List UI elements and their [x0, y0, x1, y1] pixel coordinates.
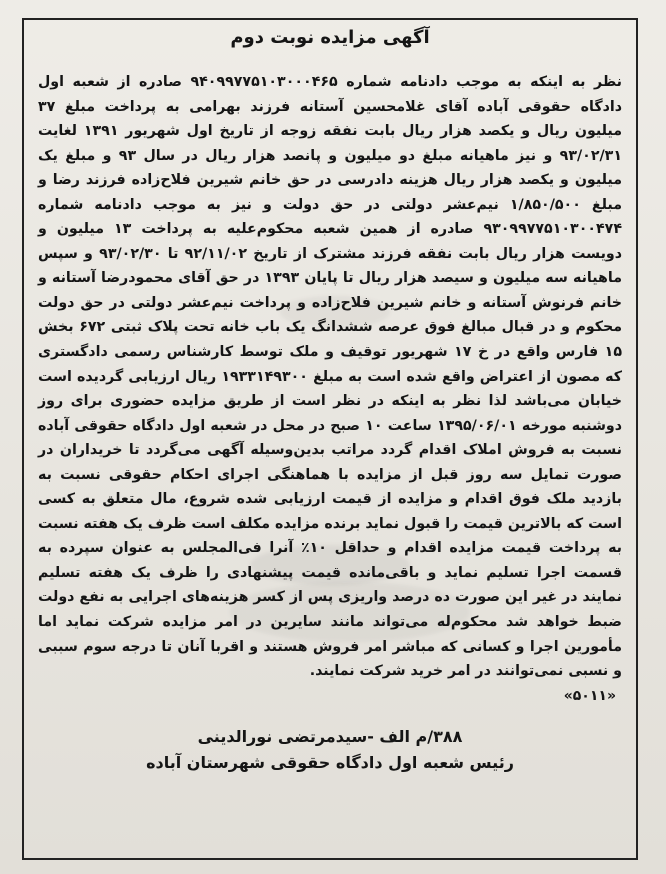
notice-code: «۵۰۱۱»	[563, 687, 616, 704]
auction-notice	[34, 24, 626, 844]
notice-body: نظر به اینکه به موجب دادنامه شماره ۹۴۰۹۹۷۷۵۱۰۳۰۰۰۴۶۵ صادره از شعبه اول دادگاه حقوقی آباده آقای غلامحسین آستانه فرزند بهرامی به پرداخت مبلغ ۳۷ میلیون ریال و یکصد هزار ریال بابت نفقه زوجه از تاریخ اول شهریور ۱۳۹۱ لغایت ۹۳/۰۲/۳۱ و نیز ماهیانه مبلغ دو میلیون و پانصد هزار ریال در سال ۹۳ و مبلغ یک میلیون و یکصد هزار ریال هزینه دادرسی در حق خانم شیرین فلاح‌زاده فرزند رضا و مبلغ ۱/۸۵۰/۵۰۰ نیم‌عشر دولتی در حق دولت و نیز به موجب دادنامه شماره ۹۳۰۹۹۷۷۵۱۰۳۰۰۴۷۴ صادره از همین شعبه محکوم‌علیه به پرداخت ۱۳ میلیون و دویست هزار ریال بابت نفقه فرزند مشترک از تاریخ ۹۲/۱۱/۰۲ تا ۹۳/۰۲/۳۰ و سپس ماهیانه سه میلیون و سیصد هزار ریال تا پایان ۱۳۹۳ در حق آقای محمودرضا آستانه و خانم فرنوش آستانه و خانم شیرین فلاح‌زاده و پرداخت نیم‌عشر دولتی در حق دولت محکوم و در قبال مبالغ فوق عرصه ششدانگ یک باب خانه تحت پلاک ثبتی ۶۷۲ بخش ۱۵ فارس واقع در خ ۱۷ شهریور توقیف و ملک توسط کارشناس رسمی دادگستری که مصون از اعتراض واقع شده است به مبلغ ۱۹۳۳۱۴۹۳۰۰ ریال ارزیابی گردیده است خیابان می‌باشد لذا نظر به اینکه در نظر است از طریق مزایده حضوری برای روز دوشنبه مورخه ۱۳۹۵/۰۶/۰۱ ساعت ۱۰ صبح در محل در شعبه اول دادگاه حقوقی آباده نسبت به فروش املاک اقدام گردد مراتب بدین‌وسیله آگهی می‌گردد تا خریداران در صورت تمایل سه روز قبل از مزایده با هماهنگی اجرای احکام حقوقی نسبت به بازدید ملک فوق اقدام و مزایده از قیمت ارزیابی شده شروع، مال متعلق به کسی است که بالاترین قیمت را قبول نماید برنده مزایده مکلف است ظرف یک هفته نسبت به پرداخت قیمت مزایده اقدام و حداقل ۱۰٪ آنرا فی‌المجلس به عنوان سپرده به قسمت اجرا تسلیم نماید و باقی‌مانده قیمت پیشنهادی را ظرف یک هفته تسلیم نمایند در غیر این صورت ده درصد واریزی پس از کسر هزینه‌های اجرایی به نفع دولت ضبط خواهد شد محکوم‌له می‌تواند مانند سایرین در امر مزایده شرکت نماید اما مأمورین اجرا و کسانی که مباشر امر فروش هستند و اقربا آنان تا درجه سوم سببی و نسبی نمی‌توانند در امر خرید شرکت نمایند.	[38, 74, 623, 680]
signature-title: رئیس شعبه اول دادگاه حقوقی شهرستان آباده	[146, 752, 514, 772]
signature-name: ۳۸۸/م الف -سیدمرتضی نورالدینی	[197, 726, 463, 746]
notice-title: آگهی مزایده نوبت دوم	[230, 27, 430, 48]
notice-signature	[34, 724, 626, 776]
